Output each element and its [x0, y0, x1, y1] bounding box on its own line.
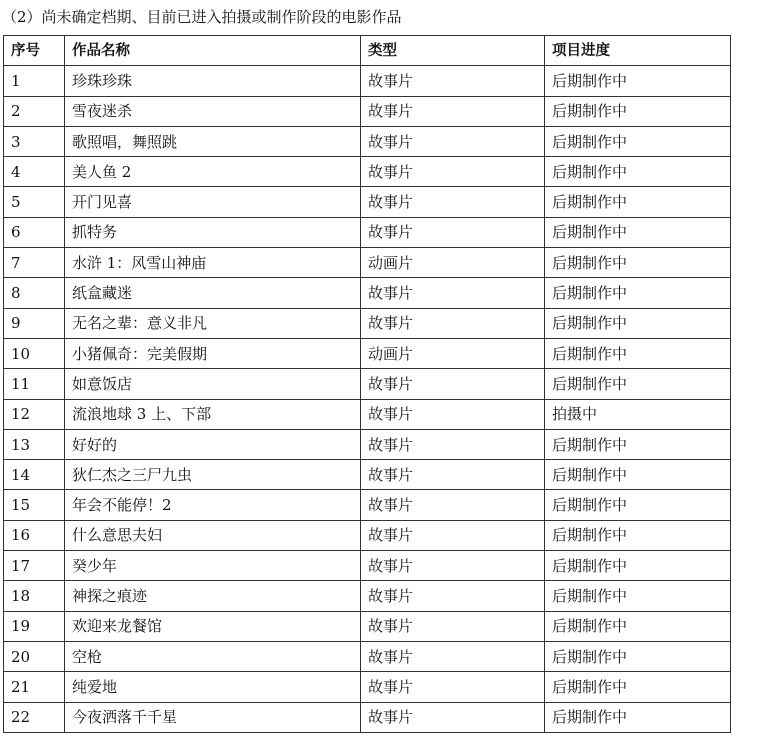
- table-body: [4, 66, 731, 733]
- cell-status: 后期制作中: [545, 611, 731, 641]
- cell-status: 后期制作中: [545, 187, 731, 217]
- cell-index: 15: [4, 490, 65, 520]
- cell-index: 21: [4, 672, 65, 702]
- cell-index: 17: [4, 551, 65, 581]
- cell-type: 动画片: [361, 338, 545, 368]
- cell-type: 故事片: [361, 611, 545, 641]
- cell-type: 故事片: [361, 308, 545, 338]
- cell-status: 后期制作中: [545, 520, 731, 550]
- cell-index: 14: [4, 460, 65, 490]
- cell-type: 故事片: [361, 460, 545, 490]
- cell-status: 后期制作中: [545, 96, 731, 126]
- cell-status: 后期制作中: [545, 338, 731, 368]
- cell-index: 19: [4, 611, 65, 641]
- cell-title: 什么意思夫妇: [65, 520, 361, 550]
- cell-title: 纸盒藏迷: [65, 278, 361, 308]
- cell-index: 3: [4, 126, 65, 156]
- cell-title: 抓特务: [65, 217, 361, 247]
- table-row: [4, 217, 731, 247]
- cell-index: 4: [4, 157, 65, 187]
- cell-status: 后期制作中: [545, 369, 731, 399]
- cell-title: 雪夜迷杀: [65, 96, 361, 126]
- table-row: [4, 702, 731, 732]
- cell-type: 故事片: [361, 278, 545, 308]
- cell-index: 5: [4, 187, 65, 217]
- cell-title: 珍珠珍珠: [65, 66, 361, 96]
- table-row: [4, 187, 731, 217]
- table-row: [4, 611, 731, 641]
- cell-type: 故事片: [361, 641, 545, 671]
- cell-index: 20: [4, 641, 65, 671]
- cell-type: 动画片: [361, 248, 545, 278]
- cell-type: 故事片: [361, 157, 545, 187]
- cell-status: 拍摄中: [545, 399, 731, 429]
- cell-index: 12: [4, 399, 65, 429]
- cell-type: 故事片: [361, 672, 545, 702]
- cell-status: 后期制作中: [545, 429, 731, 459]
- cell-index: 6: [4, 217, 65, 247]
- cell-title: 美人鱼 2: [65, 157, 361, 187]
- cell-status: 后期制作中: [545, 308, 731, 338]
- cell-title: 神探之痕迹: [65, 581, 361, 611]
- cell-status: 后期制作中: [545, 126, 731, 156]
- table-row: [4, 581, 731, 611]
- cell-status: 后期制作中: [545, 702, 731, 732]
- cell-title: 纯爱地: [65, 672, 361, 702]
- cell-status: 后期制作中: [545, 278, 731, 308]
- cell-title: 歌照唱，舞照跳: [65, 126, 361, 156]
- header-row: [4, 36, 731, 66]
- cell-status: 后期制作中: [545, 217, 731, 247]
- cell-status: 后期制作中: [545, 551, 731, 581]
- table-row: [4, 551, 731, 581]
- header-title: 作品名称: [65, 36, 361, 66]
- cell-type: 故事片: [361, 217, 545, 247]
- header-index: 序号: [4, 36, 65, 66]
- table-row: [4, 96, 731, 126]
- cell-index: 18: [4, 581, 65, 611]
- cell-title: 水浒 1：风雪山神庙: [65, 248, 361, 278]
- cell-title: 欢迎来龙餐馆: [65, 611, 361, 641]
- cell-type: 故事片: [361, 520, 545, 550]
- table-row: [4, 308, 731, 338]
- cell-title: 如意饭店: [65, 369, 361, 399]
- cell-type: 故事片: [361, 369, 545, 399]
- cell-index: 9: [4, 308, 65, 338]
- cell-status: 后期制作中: [545, 248, 731, 278]
- cell-status: 后期制作中: [545, 490, 731, 520]
- cell-index: 11: [4, 369, 65, 399]
- table-row: [4, 338, 731, 368]
- table-row: [4, 157, 731, 187]
- cell-type: 故事片: [361, 581, 545, 611]
- table-row: [4, 672, 731, 702]
- films-table: [3, 35, 731, 733]
- header-status: 项目进度: [545, 36, 731, 66]
- cell-index: 13: [4, 429, 65, 459]
- cell-title: 今夜洒落千千星: [65, 702, 361, 732]
- table-row: [4, 66, 731, 96]
- cell-type: 故事片: [361, 551, 545, 581]
- cell-status: 后期制作中: [545, 66, 731, 96]
- cell-index: 2: [4, 96, 65, 126]
- table-row: [4, 248, 731, 278]
- cell-status: 后期制作中: [545, 581, 731, 611]
- cell-index: 22: [4, 702, 65, 732]
- cell-title: 开门见喜: [65, 187, 361, 217]
- table-row: [4, 278, 731, 308]
- header-type: 类型: [361, 36, 545, 66]
- table-row: [4, 520, 731, 550]
- cell-type: 故事片: [361, 429, 545, 459]
- cell-title: 小猪佩奇：完美假期: [65, 338, 361, 368]
- cell-type: 故事片: [361, 399, 545, 429]
- cell-index: 16: [4, 520, 65, 550]
- cell-title: 无名之辈：意义非凡: [65, 308, 361, 338]
- table-row: [4, 369, 731, 399]
- cell-title: 年会不能停！2: [65, 490, 361, 520]
- cell-index: 8: [4, 278, 65, 308]
- cell-title: 流浪地球 3 上、下部: [65, 399, 361, 429]
- table-row: [4, 460, 731, 490]
- cell-title: 好好的: [65, 429, 361, 459]
- table-header: [4, 36, 731, 66]
- table-row: [4, 126, 731, 156]
- cell-type: 故事片: [361, 96, 545, 126]
- cell-status: 后期制作中: [545, 641, 731, 671]
- table-row: [4, 429, 731, 459]
- table-caption: （2）尚未确定档期、目前已进入拍摄或制作阶段的电影作品: [2, 8, 402, 26]
- table-row: [4, 399, 731, 429]
- cell-type: 故事片: [361, 490, 545, 520]
- cell-title: 狄仁杰之三尸九虫: [65, 460, 361, 490]
- table-row: [4, 641, 731, 671]
- cell-status: 后期制作中: [545, 460, 731, 490]
- cell-index: 7: [4, 248, 65, 278]
- cell-type: 故事片: [361, 126, 545, 156]
- table-row: [4, 490, 731, 520]
- cell-status: 后期制作中: [545, 157, 731, 187]
- cell-title: 空枪: [65, 641, 361, 671]
- cell-type: 故事片: [361, 187, 545, 217]
- cell-index: 10: [4, 338, 65, 368]
- cell-type: 故事片: [361, 702, 545, 732]
- cell-index: 1: [4, 66, 65, 96]
- cell-title: 癸少年: [65, 551, 361, 581]
- cell-status: 后期制作中: [545, 672, 731, 702]
- cell-type: 故事片: [361, 66, 545, 96]
